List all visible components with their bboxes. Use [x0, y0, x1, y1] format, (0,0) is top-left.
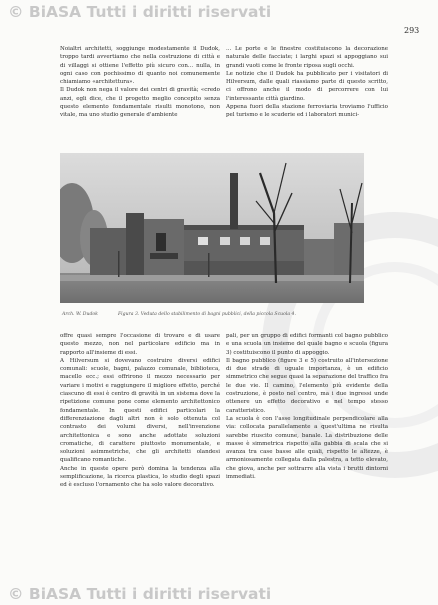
watermark-top: © BiASA Tutti i diritti riservati — [8, 3, 272, 21]
photo-credit: Arch. W. Dudok — [62, 312, 98, 317]
photo-caption: Figura 3. Veduta dello stabilimento di bagni pubblici, della piccola Scuola 4. — [118, 312, 296, 317]
column-right-bottom — [226, 332, 388, 481]
paragraph: A Hilversum si dovevano costruire diversi edifici comunali: scuole, bagni, palazzo comunale, biblioteca, macello ecc.; essi offrirono il mezzo necessario per variare i motivi e raggiungere il migliore effetto, perché ciascuno di essi è centro di gravità in un sistema dove la ripetizione comune pone come elemento architettonico fondamentale. In questi edifici particolari la differenziazione dagli altri non è solo ottenuta col contrasto dei volumi diversi, nell'invenzione architettonica e sono anche adottate soluzioni cromatiche, di carattere piuttosto monumentale, e soluzioni asimmetriche, che gli architetti olandesi qualificano romantiche. — [60, 357, 220, 464]
paragraph: La scuola è con l'asse longitudinale perpendicolare alla via: collocata parallelamente a quest'ultima ne risulta sarebbe riuscito comune, banale. La distribuzione delle masse è simmetrica rispetto alla gabbia di scala che si avanza tra case basse alle quali, rispetto le altezze, è armoniosamente collegata dalla palestra, a tetto elevato, che giova, anche per sottrarre alla vista i brutti dintorni immediati. — [226, 415, 388, 481]
paragraph: Il Dudok non nega il valore dei centri di gravità; «credo anzi, egli dice, che il progetto meglio concepito senza questo elemento fondamentale risulti monotono, non vitale, ma uno studio generale d'ambiente — [60, 87, 220, 119]
column-left-bottom — [60, 332, 220, 490]
paragraph: offre quasi sempre l'occasione di trovare e di usare questo mezzo, non nel particolare edificio ma in rapporto all'insieme di essi. — [60, 333, 220, 356]
watermark-bottom: © BiASA Tutti i diritti riservati — [8, 585, 272, 603]
page-number: 293 — [404, 26, 420, 35]
paragraph: Anche in queste opere però domina la tendenza alla semplificazione, la ricerca plastica, lo studio degli spazi ed è escluso l'ornamento che ha solo valore decorativo. — [60, 465, 220, 489]
column-right-top — [226, 45, 388, 120]
paragraph: Le notizie che il Dudok ha pubblicato per i visitatori di Hilversum, dalle quali riassiamo parte di questo scritto, ci offrono anche il modo di percorrere con lui l'interessante città giardino. — [226, 70, 388, 102]
column-left-top — [60, 45, 220, 120]
building-photo — [60, 153, 364, 303]
paragraph: Il bagno pubblico (figure 3 e 5) costruito all'intersezione di due strade di uguale importanza, è un edificio simmetrico che segue quasi la separazione del traffico fra le due vie. Il camino, l'elemento più evidente della costruzione, è posto nel centro, ma i due ingressi unde ottenere un effetto decorativo e nel tempo stesso caratteristico. — [226, 357, 388, 414]
paragraph: Appena fuori della stazione ferroviaria troviamo l'ufficio pel turismo e le scuderie ed i laboratori munici- — [226, 104, 388, 119]
paragraph: pali, per un gruppo di edifici formanti col bagno pubblico e una scuola un insieme del quale bagno e scuola (figura 3) costituiscono il punto di appoggio. — [226, 333, 388, 356]
paragraph: ... Le porte e le finestre costituiscono la decorazione naturale delle facciate; i larghi spazi si appoggiano sui grandi vuoti come le fronte riposa sugli occhi. — [226, 46, 388, 69]
paragraph: Noialtri architetti, soggiunge modestamente il Dudok, troppo tardi avvertiamo che nella costruzione di città e di villaggi si ottiene l'effetto più sicuro con... nulla, in ogni caso con pochissimo di quanto noi comunemente chiamiamo «architettura». — [60, 46, 220, 86]
